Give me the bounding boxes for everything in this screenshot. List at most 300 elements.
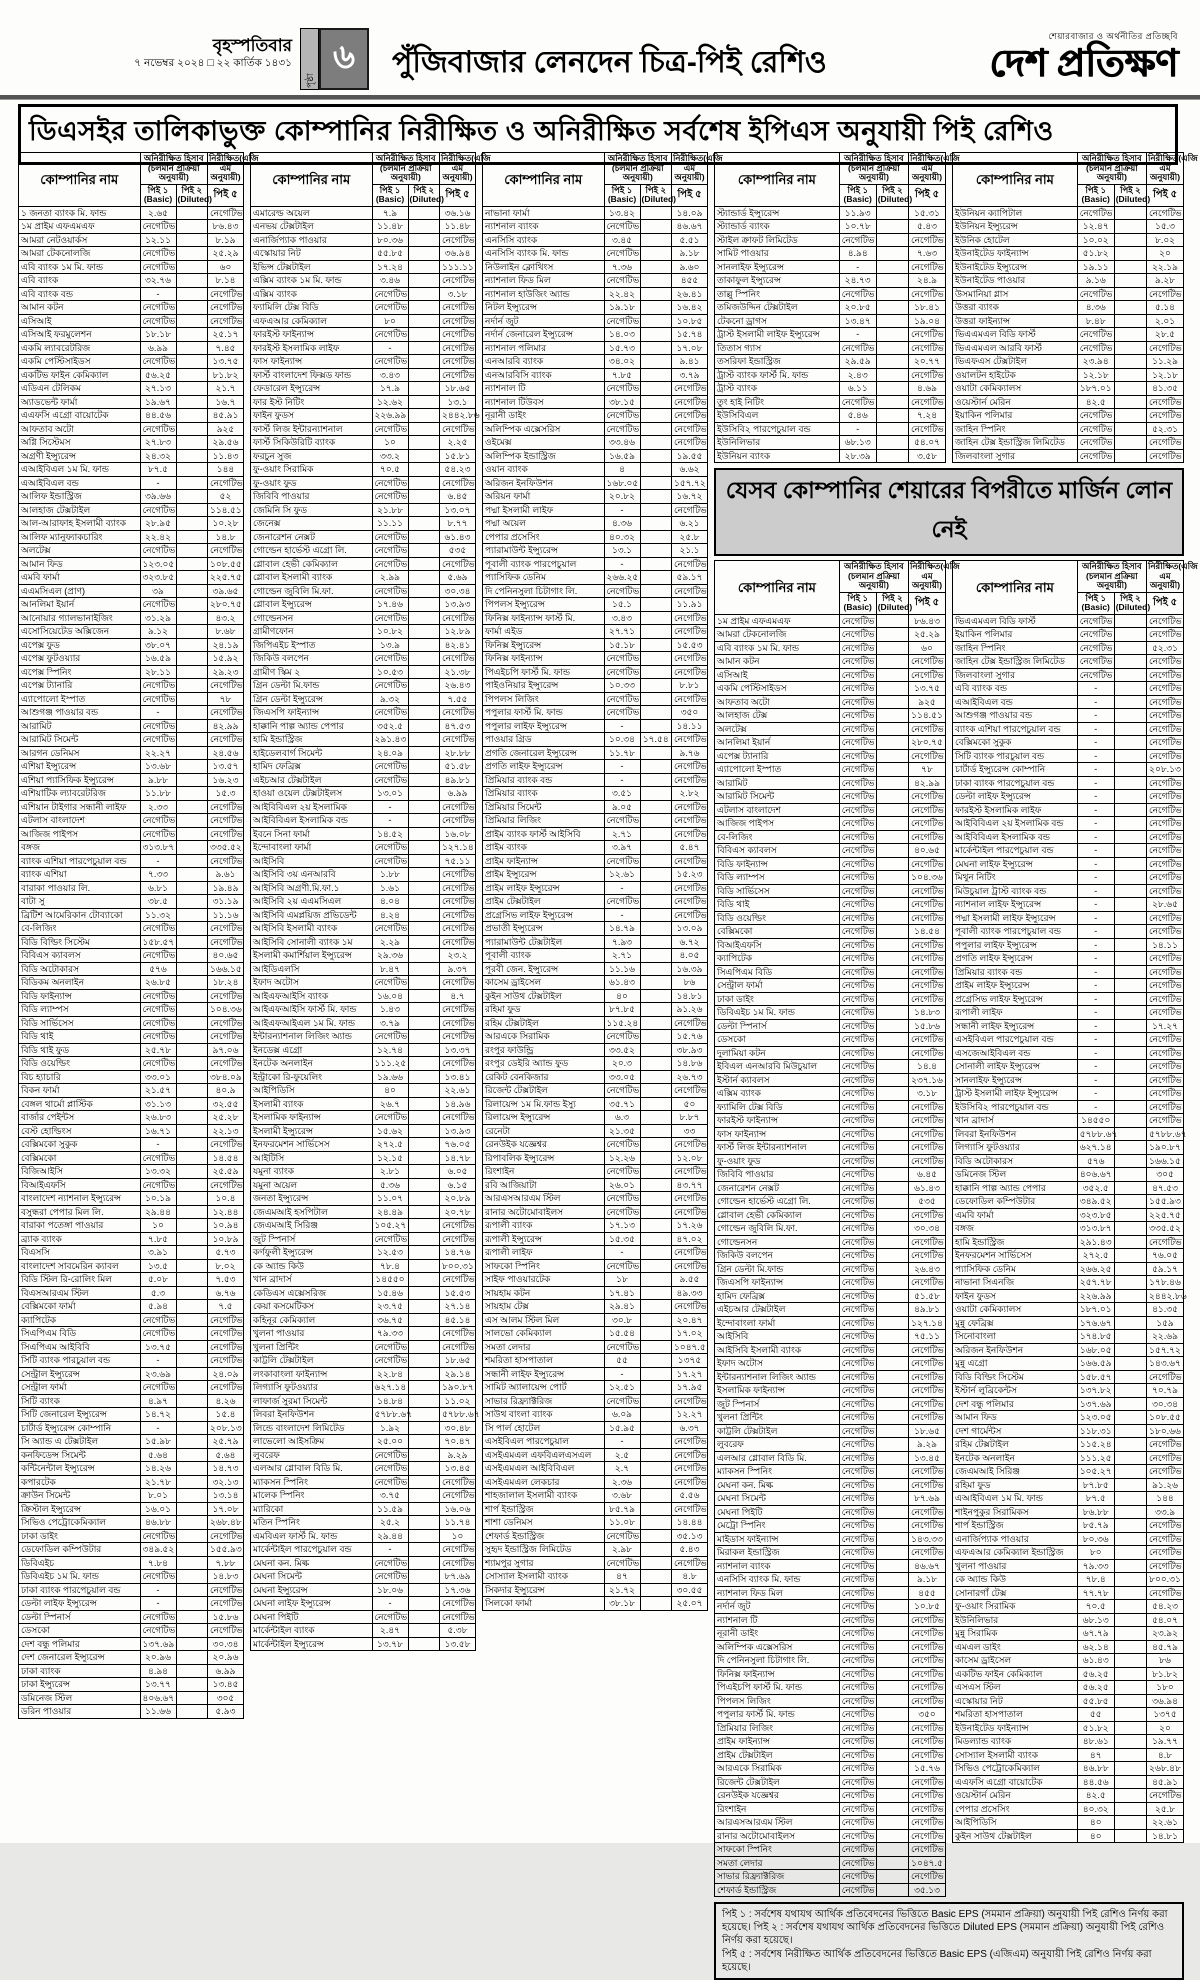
table-row	[19, 962, 244, 976]
table-row	[715, 274, 946, 288]
pe5-cell: ৩৮৪.০৯	[208, 1070, 244, 1084]
pe2-cell	[408, 1489, 440, 1503]
pe1-cell: ১৭.৯	[372, 382, 408, 396]
pe1-cell: ৬.৩	[604, 1111, 640, 1125]
pe1-cell: ১০	[140, 1219, 176, 1233]
pe1-cell: ৫৭৮৮.৬৭	[1077, 1127, 1114, 1141]
pe2-cell	[876, 368, 908, 382]
pe1-cell: নেগেটিভ	[839, 1681, 876, 1695]
company-cell: আমরা নেটওয়ার্কস	[19, 233, 141, 247]
unaudited-group-header: অনিরীক্ষিত হিসাব (চলমান প্রক্রিয়া অনুযায়ী)	[839, 153, 908, 185]
company-cell: সন্ধানী লাইফ ইন্স্যুরেন্স	[483, 1367, 605, 1381]
pe1-cell: নেগেটিভ	[839, 817, 876, 831]
company-cell: আলিফ ইন্ডাস্ট্রিজ	[19, 490, 141, 504]
table-row	[715, 884, 946, 898]
pe1-cell: নেগেটিভ	[372, 1354, 408, 1368]
pe1-cell: ১৫.৯৫	[604, 1421, 640, 1435]
table-row	[251, 1165, 476, 1179]
pe5-cell: ৯.৩৭	[440, 962, 476, 976]
pe1-cell: ৪০	[1077, 1829, 1114, 1843]
pe1-cell: ৪০	[1077, 1816, 1114, 1830]
pe2-cell	[1114, 803, 1146, 817]
company-cell: হামি ইন্ডাস্ট্রিজ	[251, 733, 373, 747]
company-cell: বিডি অটোকারস	[19, 962, 141, 976]
pe5-cell: নেগেটিভ	[1147, 776, 1184, 790]
pe5-cell: নেগেটিভ	[909, 952, 946, 966]
table-row	[251, 1462, 476, 1476]
pe5-cell: ৫৯.১৭	[1147, 1262, 1184, 1276]
table-row	[19, 1651, 244, 1665]
pe2-cell	[876, 449, 908, 463]
pe5-cell: ১০	[440, 1529, 476, 1543]
pe2-cell	[876, 1883, 908, 1897]
pe5-cell: ১৪.০৯	[672, 206, 708, 220]
margin-table-2	[952, 560, 1198, 1843]
company-cell: রিলায়েন্স ইন্স্যুরেন্স	[483, 1111, 605, 1125]
pe5-cell: ৩০.৩৪	[208, 1637, 244, 1651]
pe1-cell: ২.৭	[604, 1462, 640, 1476]
pe1-cell: ৩.৯১	[140, 1246, 176, 1260]
company-cell: মেঘনা কন. মিল্ক	[715, 1478, 840, 1492]
table-row	[953, 220, 1184, 234]
pe5-cell: নেগেটিভ	[909, 287, 946, 301]
table-row	[19, 1340, 244, 1354]
pe1-cell: ১০৫.২৭	[1077, 1465, 1114, 1479]
pe2-cell	[176, 733, 208, 747]
pe2-cell	[876, 979, 908, 993]
pe1-cell: ৮৭.৮৫	[604, 1003, 640, 1017]
company-cell: ইস্টার্ন ক্যাবলস	[715, 1073, 840, 1087]
pe2-cell	[1114, 790, 1146, 804]
pe2-cell	[876, 1600, 908, 1614]
pe2-cell	[1114, 1748, 1146, 1762]
company-cell: গ্লোবাল ইসলামী ব্যাংক	[251, 571, 373, 585]
company-cell: জিলবাংলা সুগার	[953, 668, 1078, 682]
pe2-cell	[640, 1381, 672, 1395]
company-cell: পিপলস ইন্স্যুরেন্স	[483, 598, 605, 612]
pe1-cell: ১২.৬২	[372, 395, 408, 409]
pe2-cell	[176, 719, 208, 733]
table-row	[715, 1532, 946, 1546]
company-cell: এলআর গ্লোবাল বিডি মি.	[715, 1451, 840, 1465]
pe-table-4	[714, 152, 960, 463]
pe1-cell: ৩৩.৪৬	[604, 436, 640, 450]
company-cell: জাহিন স্পিনিং	[953, 641, 1078, 655]
pe1-cell: ৩.৫১	[604, 787, 640, 801]
table-row	[251, 1367, 476, 1381]
table-row	[251, 1624, 476, 1638]
table-row	[19, 1138, 244, 1152]
pe5-cell: নেগেটিভ	[672, 1300, 708, 1314]
company-cell: অ্যাডভেন্ট ফার্মা	[19, 395, 141, 409]
pe1-cell: ৫৬.২৫	[1077, 1681, 1114, 1695]
pe5-cell: নেগেটিভ	[440, 328, 476, 342]
pe2-cell	[176, 476, 208, 490]
pe2-cell	[876, 1100, 908, 1114]
table-row	[19, 1637, 244, 1651]
pe1-cell: নেগেটিভ	[604, 1556, 640, 1570]
pe2-cell	[876, 1370, 908, 1384]
pe2-cell	[1114, 952, 1146, 966]
pe1-cell: নেগেটিভ	[839, 614, 876, 628]
company-cell: ফাইন ফুডস	[251, 409, 373, 423]
pe5-cell: ১৩.৪৫	[440, 1462, 476, 1476]
pe5-cell: ৬.৪৫	[440, 490, 476, 504]
company-cell: শ্যামপুর সুগার	[483, 1556, 605, 1570]
pe2-cell	[1114, 1168, 1146, 1182]
table-row	[19, 1502, 244, 1516]
company-cell: বিডিকম অনলাইন	[19, 976, 141, 990]
pe-tables-top-right	[714, 152, 1198, 463]
table-row	[483, 652, 708, 666]
company-cell: শমরিতা হাসপাতাল	[483, 1354, 605, 1368]
pe2-cell	[176, 314, 208, 328]
pe2-cell	[876, 409, 908, 423]
pe1-cell: ৭.৮৪	[140, 1556, 176, 1570]
company-cell: সন্ধানী লাইফ ইন্স্যুরেন্স	[953, 1019, 1078, 1033]
table-row	[953, 1559, 1184, 1573]
company-cell: মেঘনা সিমেন্ট	[251, 1570, 373, 1584]
pe1-cell: ৩২৩.৮৫	[1077, 1208, 1114, 1222]
company-cell: ন্যাশনাল ব্যাংক	[483, 220, 605, 234]
pe2-cell	[876, 1330, 908, 1344]
pe1-cell: ৫৫	[604, 1354, 640, 1368]
table-row	[953, 1694, 1184, 1708]
pe5-cell: ১৩.৫৮	[440, 1637, 476, 1651]
company-cell: ফারইস্ট ফাইন্যান্স	[715, 1114, 840, 1128]
pe1-cell: নেগেটিভ	[604, 706, 640, 720]
pe1-cell: ২২.৪২	[604, 287, 640, 301]
pe5-cell: ৮.৮৭	[672, 1111, 708, 1125]
pe2-cell	[1114, 1370, 1146, 1384]
company-cell: রানার অটোমোবাইলস	[715, 1829, 840, 1843]
table-row	[19, 530, 244, 544]
pe5-cell: নেগেটিভ	[208, 1340, 244, 1354]
pe2-cell	[640, 706, 672, 720]
table-row	[483, 706, 708, 720]
company-cell: জুট স্পিনার্স	[715, 1397, 840, 1411]
pe5-cell: ৬১.৪৩	[909, 1181, 946, 1195]
pe5-cell: ৫০	[672, 1097, 708, 1111]
company-cell: ক্রাউন সিমেন্ট	[19, 1489, 141, 1503]
company-cell: আইসিবি এমপ্লয়িজ প্রভিডেন্ট	[251, 908, 373, 922]
company-cell: এস আলম স্টিল মিল	[483, 1313, 605, 1327]
pe5-cell: ৪.৬৯	[909, 382, 946, 396]
pe2-cell	[1114, 220, 1146, 234]
table-row	[251, 679, 476, 693]
company-cell: প্রিমিয়ার লিজিং	[483, 814, 605, 828]
company-cell: পপুলার ফার্স্ট মি. ফান্ড	[483, 706, 605, 720]
table-row	[251, 922, 476, 936]
company-cell: ইসলামিক ফাইন্যান্স	[251, 1111, 373, 1125]
pe2-cell	[876, 220, 908, 234]
pe-ratio-table	[952, 152, 1198, 463]
company-cell: ফারইস্ট ইসলামিক লাইফ	[953, 803, 1078, 817]
pe5-cell: ১৩.৪৫	[909, 1451, 946, 1465]
pe5-cell: নেগেটিভ	[208, 287, 244, 301]
table-row	[953, 1316, 1184, 1330]
pe2-cell	[1114, 301, 1146, 315]
pe2-cell	[876, 1478, 908, 1492]
pe2-cell	[1114, 1654, 1146, 1668]
pe2-cell	[176, 1381, 208, 1395]
table-row	[715, 1438, 946, 1452]
company-cell: রূপালী লাইফ	[483, 1246, 605, 1260]
pe1-cell: নেগেটিভ	[604, 1394, 640, 1408]
table-row	[953, 287, 1184, 301]
pe2-column-header: পিই ২ (Diluted)	[877, 592, 913, 612]
pe5-cell: ৮.০২	[208, 1259, 244, 1273]
company-cell: এমবিএল ফার্স্ট মি. ফান্ড	[251, 1529, 373, 1543]
company-cell: আফতাব অটো	[715, 695, 840, 709]
table-row	[483, 314, 708, 328]
company-cell: খান ব্রাদার্স	[251, 1273, 373, 1287]
company-cell: মার্কেন্টাইল পারপেচুয়াল বন্ড	[953, 844, 1078, 858]
pe5-cell: নেগেটিভ	[909, 722, 946, 736]
pe5-cell: ২০.৪৭	[672, 1313, 708, 1327]
pe5-cell: নেগেটিভ	[672, 611, 708, 625]
company-cell: রহিমা ফুড	[953, 1478, 1078, 1492]
pe1-cell: -	[140, 1354, 176, 1368]
pe2-cell	[408, 1124, 440, 1138]
company-cell: এপেক্স স্পিনিং	[19, 665, 141, 679]
pe1-cell: -	[1077, 830, 1114, 844]
pe5-cell: নেগেটিভ	[1147, 722, 1184, 736]
table-row	[251, 260, 476, 274]
table-row	[19, 827, 244, 841]
table-row	[483, 854, 708, 868]
pe2-cell	[176, 922, 208, 936]
pe1-cell: ৫৭৮৮.৬৭	[372, 1408, 408, 1422]
table-row	[19, 652, 244, 666]
pe2-cell	[1114, 641, 1146, 655]
pe2-cell	[176, 1192, 208, 1206]
company-cell: বিডি থাই ফুড	[19, 1043, 141, 1057]
pe1-cell: নেগেটিভ	[140, 1016, 176, 1030]
company-cell: ক্যাপিটেক	[19, 1313, 141, 1327]
pe1-cell: ৭.৮৫	[140, 1232, 176, 1246]
pe1-cell: ১২.৬১	[604, 868, 640, 882]
company-cell: ট্রাস্ট ব্যাংক ফার্স্ট মি. ফান্ড	[715, 368, 840, 382]
pe5-cell: নেগেটিভ	[672, 1165, 708, 1179]
table-row	[715, 695, 946, 709]
pe1-cell: ২৯.৩৬	[372, 949, 408, 963]
pe2-cell	[876, 1046, 908, 1060]
company-cell: জেনারেশন নেক্সট	[251, 530, 373, 544]
pe1-cell: ৮৬.৮৮	[1077, 1505, 1114, 1519]
pe2-cell	[176, 490, 208, 504]
pe5-cell: নেগেটিভ	[440, 814, 476, 828]
pe5-cell: ১৯.৪৯	[208, 881, 244, 895]
pe2-cell	[1114, 1222, 1146, 1236]
company-cell: এসোসিয়েটেড অক্সিজেন	[19, 625, 141, 639]
pe5-cell: ৮১.৮২	[1147, 1667, 1184, 1681]
table-row	[953, 844, 1184, 858]
pe5-cell: ২৮০.৭৫	[909, 736, 946, 750]
pe1-cell: ১৫.৯৮	[140, 1435, 176, 1449]
pe5-column-header: পিই ৫	[909, 592, 946, 614]
table-row	[251, 368, 476, 382]
pe2-cell	[176, 1273, 208, 1287]
pe1-cell: নেগেটিভ	[839, 1424, 876, 1438]
company-cell: প্রগতি জেনারেল ইন্স্যুরেন্স	[483, 746, 605, 760]
pe5-cell: ৪৩.২	[208, 611, 244, 625]
pe2-cell	[640, 1597, 672, 1611]
pe-ratio-table	[482, 152, 723, 1611]
company-cell: এক্সিম ব্যাংক	[251, 287, 373, 301]
table-row	[19, 1705, 244, 1719]
pe5-cell: নেগেটিভ	[672, 625, 708, 639]
pe2-cell	[876, 1222, 908, 1236]
pe1-cell: ১৬.০৪	[372, 989, 408, 1003]
pe1-cell: ১১৫.২৪	[1077, 1438, 1114, 1452]
audited-group-header: নিরীক্ষিত(এজি এম অনুযায়ী)	[1148, 153, 1198, 182]
pe2-cell	[1114, 965, 1146, 979]
pe1-cell: নেগেটিভ	[839, 1006, 876, 1020]
company-cell: বঙ্গজ	[953, 1222, 1078, 1236]
company-cell: বে-লিজিং	[19, 922, 141, 936]
table-row	[19, 1313, 244, 1327]
pe2-cell	[640, 679, 672, 693]
company-cell: দেশ জেনারেল ইন্স্যুরেন্স	[19, 1651, 141, 1665]
pe2-cell	[876, 1681, 908, 1695]
pe2-cell	[640, 1543, 672, 1557]
pe1-cell: ২২.২৭	[140, 746, 176, 760]
company-cell: ভিএএমএল বিডি ফার্স্ট	[953, 614, 1078, 628]
company-cell: ফু-ওয়াং ফুড	[715, 1154, 840, 1168]
company-cell: ইভিন্স টেক্সটাইল	[251, 260, 373, 274]
table-row	[251, 625, 476, 639]
table-row	[953, 206, 1184, 220]
table-row	[483, 989, 708, 1003]
pe1-cell: নেগেটিভ	[839, 1519, 876, 1533]
table-row	[19, 1084, 244, 1098]
pe2-cell	[640, 328, 672, 342]
table-row	[19, 1610, 244, 1624]
company-cell: সি পার্ল হোটেল	[483, 1421, 605, 1435]
pe2-cell	[876, 668, 908, 682]
company-cell: শাইনপুকুর সিরামিকস	[953, 1505, 1078, 1519]
company-cell: জিবিবি পাওয়ার	[715, 1168, 840, 1182]
pe1-cell: নেগেটিভ	[1077, 641, 1114, 655]
company-cell: প্রাইম ফাইন্যান্স	[715, 1735, 840, 1749]
pe2-cell	[876, 1546, 908, 1560]
table-row	[251, 1084, 476, 1098]
table-row	[953, 668, 1184, 682]
pe5-cell: ৫৩৫	[440, 544, 476, 558]
company-cell: এশিয়ান টাইগার সন্ধানী লাইফ	[19, 800, 141, 814]
table-row	[715, 1627, 946, 1641]
table-row	[483, 1475, 708, 1489]
table-row	[19, 436, 244, 450]
pe5-cell: ২৮.৬৫	[1147, 898, 1184, 912]
table-row	[715, 355, 946, 369]
pe2-cell	[876, 1033, 908, 1047]
company-cell: বিকন ফার্মা	[19, 1084, 141, 1098]
table-row	[953, 1289, 1184, 1303]
pe2-cell	[640, 247, 672, 261]
pe1-cell: ১১৮.৩১	[1077, 1424, 1114, 1438]
pe1-cell: নেগেটিভ	[839, 1492, 876, 1506]
company-cell: আশুগঞ্জ পাওয়ার বন্ড	[19, 706, 141, 720]
pe5-cell: ২০	[1147, 247, 1184, 261]
pe2-cell	[876, 422, 908, 436]
pe5-column-header: পিই ৫	[672, 184, 708, 206]
pe2-cell	[408, 638, 440, 652]
company-cell: দি পেনিনসুলা চিটাগাং লি.	[715, 1654, 840, 1668]
company-cell: রিংশাইন	[483, 1165, 605, 1179]
pe5-cell: ১৭৮.৪৬	[1147, 1276, 1184, 1290]
table-row	[483, 490, 708, 504]
table-row	[19, 1043, 244, 1057]
pe1-cell: ৩.৪৬	[372, 274, 408, 288]
company-cell: আরামিট	[715, 776, 840, 790]
pe5-cell: ৪৫.১৪	[440, 1313, 476, 1327]
pe1-cell: নেগেটিভ	[372, 1462, 408, 1476]
table-row	[483, 1516, 708, 1530]
pe5-cell: নেগেটিভ	[1147, 979, 1184, 993]
pe5-cell: ১৭.২৭	[1147, 1019, 1184, 1033]
pe5-cell: ১৩.৪৫	[208, 1678, 244, 1692]
pe2-cell	[876, 206, 908, 220]
company-cell: ফার্মা এইড	[483, 625, 605, 639]
pe1-cell: ৪.৩৬	[1077, 301, 1114, 315]
pe2-cell	[176, 962, 208, 976]
pe5-cell: ৩২.১৩	[208, 1475, 244, 1489]
pe1-cell: ৩৫২.৫	[372, 719, 408, 733]
pe2-cell	[408, 922, 440, 936]
company-cell: ফ্যামিলি টেক্স বিডি	[251, 301, 373, 315]
pe2-cell	[640, 314, 672, 328]
pe2-cell	[1114, 287, 1146, 301]
pe1-cell: ২৫.০০	[372, 1435, 408, 1449]
table-row	[715, 682, 946, 696]
pe1-cell: ৫৬.২৫	[140, 368, 176, 382]
pe1-cell: ৫৭৬	[140, 962, 176, 976]
company-cell: মিরাকল ইন্ডাস্ট্রিজ	[715, 1546, 840, 1560]
pe5-cell: ১৭.২৬	[672, 1219, 708, 1233]
table-row	[953, 1681, 1184, 1695]
pe2-cell	[408, 1408, 440, 1422]
pe1-cell: ২.৭১	[604, 949, 640, 963]
company-cell: আলিফ ম্যানুফ্যাকচারিং	[19, 530, 141, 544]
pe1-cell: নেগেটিভ	[372, 1475, 408, 1489]
table-row	[251, 1259, 476, 1273]
company-column-header: কোম্পানির নাম	[715, 153, 840, 207]
pe5-cell: নেগেটিভ	[440, 922, 476, 936]
pe1-cell: ৩৬.৭৫	[372, 1313, 408, 1327]
pe1-cell: নেগেটিভ	[839, 844, 876, 858]
pe5-cell: ৫২.৩১	[1147, 641, 1184, 655]
pe1-cell: নেগেটিভ	[140, 719, 176, 733]
table-row	[19, 773, 244, 787]
pe2-cell	[1114, 1060, 1146, 1074]
pe1-cell: নেগেটিভ	[372, 679, 408, 693]
pe1-cell: নেগেটিভ	[604, 1340, 640, 1354]
pe5-cell: নেগেটিভ	[440, 1327, 476, 1341]
company-cell: জাহিন টেক্স ইন্ডাস্ট্রিজ লিমিটেড	[953, 436, 1078, 450]
table-row	[19, 287, 244, 301]
table-row	[953, 1546, 1184, 1560]
company-cell: ন্যাশনাল ব্যাংক	[715, 1559, 840, 1573]
table-row	[251, 517, 476, 531]
company-cell: আইসিবি ২য় এএমসিএল	[251, 895, 373, 909]
pe1-cell: ১৬.৭১	[140, 1124, 176, 1138]
table-row	[251, 287, 476, 301]
pe2-cell	[640, 1354, 672, 1368]
company-cell: ট্রাস্ট ব্যাংক	[715, 382, 840, 396]
company-cell: জিপিএইচ ইস্পাত	[251, 638, 373, 652]
